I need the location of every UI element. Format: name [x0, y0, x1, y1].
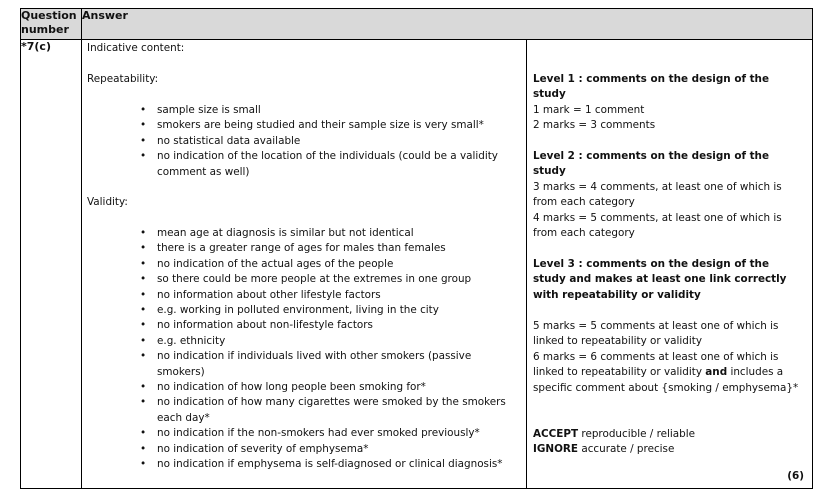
mark-scheme-table [20, 8, 813, 489]
level-3-mark-6 [533, 350, 805, 396]
ignore-text: accurate / precise [578, 443, 675, 455]
level-1-mark-2: 2 marks = 3 comments [533, 119, 656, 131]
accept-line [533, 427, 805, 442]
level-1-mark-1: 1 mark = 1 comment [533, 104, 645, 116]
accept-keyword: ACCEPT [533, 428, 579, 440]
question-number: *7(c) [21, 40, 82, 489]
accept-text: reproducible / reliable [578, 428, 696, 440]
validity-list [82, 226, 522, 473]
level-2-mark-4: 4 marks = 5 comments, at least one of which is from each category [533, 212, 782, 240]
level-3-mark-6-and: and [705, 366, 728, 379]
bullet-point: • no indication if emphysema is self-diagnosed or clinical diagnosis* [82, 457, 522, 472]
ignore-keyword: IGNORE [533, 443, 579, 455]
level-3-mark-6-post: includes a specific comment about {smoking / emphysema}* [533, 366, 799, 394]
level-2-title: Level 2 : comments on the design of the study [533, 150, 770, 178]
repeatability-list [82, 103, 522, 180]
bullet-point: • no information about other lifestyle factors [82, 288, 522, 303]
bullet-point: • sample size is small [82, 103, 522, 118]
level-2-mark-3: 3 marks = 4 comments, at least one of which is from each category [533, 181, 782, 209]
bullet-point: • mean age at diagnosis is similar but not identical [82, 226, 522, 241]
bullet-point: • no indication of severity of emphysema* [82, 442, 522, 457]
indicative-content-intro: Indicative content: [87, 42, 185, 54]
level-3-mark-5: 5 marks = 5 comments at least one of which is linked to repeatability or validity [533, 320, 779, 348]
bullet-point: • no indication if individuals lived with other smokers (passive smokers) [82, 349, 522, 380]
bullet-point: • e.g. ethnicity [82, 334, 522, 349]
validity-label: Validity: [87, 196, 128, 208]
bullet-point: • so there could be more people at the extremes in one group [82, 272, 522, 287]
level-3-title: Level 3 : comments on the design of the study and makes at least one link correctly with repeatability or validity [533, 258, 787, 301]
header-row [21, 9, 813, 40]
bullet-point: • no indication of the actual ages of the people [82, 257, 522, 272]
bullet-point: • there is a greater range of ages for males than females [82, 241, 522, 256]
bullet-point: • no information about non-lifestyle factors [82, 318, 522, 333]
bullet-point: • no statistical data available [82, 134, 522, 149]
answer-header: Answer [82, 9, 813, 40]
bullet-point: • no indication of how many cigarettes were smoked by the smokers each day* [82, 395, 522, 426]
bullet-point: • smokers are being studied and their sample size is very small* [82, 118, 522, 133]
level-3-mark-6-pre: 6 marks = 6 comments at least one of which is linked to repeatability or validity [533, 351, 779, 379]
ignore-line [533, 442, 805, 457]
total-marks: (6) [787, 469, 805, 482]
bullet-point: • no indication of the location of the individuals (could be a validity comment as well) [82, 149, 522, 180]
levels-cell [527, 40, 813, 489]
repeatability-label: Repeatability: [87, 73, 159, 85]
question-number-header: Question number [21, 9, 82, 40]
level-1-title: Level 1 : comments on the design of the study [533, 73, 770, 101]
question-row [21, 40, 813, 489]
indicative-content-cell [82, 40, 527, 489]
bullet-point: • no indication of how long people been smoking for* [82, 380, 522, 395]
bullet-point: • e.g. working in polluted environment, living in the city [82, 303, 522, 318]
bullet-point: • no indication if the non-smokers had ever smoked previously* [82, 426, 522, 441]
